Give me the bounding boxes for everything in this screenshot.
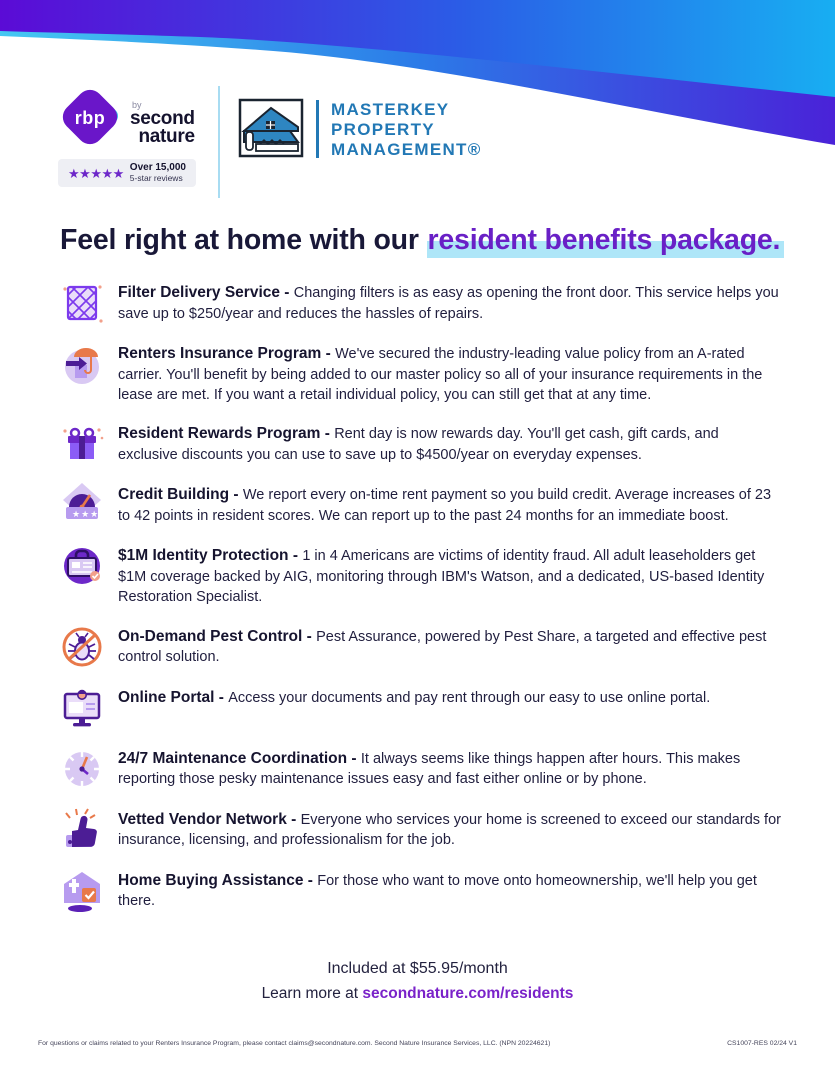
benefit-title: Home Buying Assistance -: [118, 871, 318, 889]
benefit-title: Credit Building -: [118, 486, 243, 504]
benefit-online-portal: [60, 686, 782, 730]
benefit-title: Resident Rewards Program -: [118, 425, 335, 443]
benefit-title: Filter Delivery Service -: [118, 284, 294, 301]
logo-row: [58, 86, 482, 198]
benefit-text: [118, 281, 782, 324]
benefit-title: 24/7 Maintenance Coordination -: [118, 749, 361, 767]
insurance-disclaimer: For questions or claims related to your Renters Insurance Program, please contact claims@secondnature.com. Second Nature Insurance Services, LLC. (NPN 20224621): [38, 1040, 551, 1047]
benefit-desc: Access your documents and pay rent through our easy to use online portal.: [228, 689, 711, 706]
benefit-vendor-network: [60, 808, 782, 852]
masterkey-house-logo: [238, 98, 304, 163]
benefits-list: [60, 281, 782, 930]
credit-gauge-icon: [60, 483, 104, 527]
benefit-text: [118, 747, 782, 790]
svg-text:★★★: ★★★: [72, 509, 100, 520]
benefit-credit-building: [60, 483, 782, 527]
rbp-logo-text: rbp: [74, 107, 106, 128]
benefit-text: [118, 686, 782, 709]
benefit-desc: We report every on-time rent payment so you build credit. Average increases of 23 to 42 points in resident scores. We can report up to the past 24 months for an immediate boost.: [118, 487, 772, 524]
footer: [0, 960, 835, 1003]
benefit-text: [118, 422, 782, 465]
gift-icon: [60, 422, 104, 466]
no-pests-icon: [60, 625, 104, 669]
benefit-text: [118, 625, 782, 668]
learn-more-prefix: Learn more at: [261, 985, 363, 1002]
benefit-desc: Pest Assurance, powered by Pest Share, a targeted and effective pest control solution.: [118, 628, 767, 666]
benefit-desc: Everyone who services your home is screened to exceed our standards for insurance, licensing, and professionalism for the job.: [118, 811, 781, 849]
price-line: Included at $55.95/month: [327, 960, 508, 977]
logo-text-divider: [316, 100, 319, 158]
benefit-title: $1M Identity Protection -: [118, 547, 303, 565]
benefit-desc: 1 in 4 Americans are victims of identity fraud. All adult leaseholders get $1M coverage backed by AIG, monitoring through IBM's Watson, and a dedicated, US-based Identity Restoration Specialist.: [118, 548, 765, 606]
clock-icon: [60, 747, 104, 791]
masterkey-line1: MASTERKEY: [331, 100, 450, 119]
benefit-text: [118, 808, 782, 851]
benefit-filter-delivery: [60, 281, 782, 325]
benefit-pest-control: [60, 625, 782, 669]
benefit-text: [118, 869, 782, 912]
benefit-desc: For those who want to move onto homeownership, we'll help you get there.: [118, 872, 757, 910]
benefit-home-buying: [60, 869, 782, 913]
benefit-title: Online Portal -: [118, 688, 229, 706]
benefit-identity-protection: [60, 544, 782, 607]
benefit-text: [118, 342, 782, 405]
reviews-badge: [58, 159, 196, 187]
benefit-maintenance: [60, 747, 782, 791]
residents-link[interactable]: secondnature.com/residents: [362, 985, 574, 1002]
thumbs-up-icon: [60, 808, 104, 852]
benefit-title: Vetted Vendor Network -: [118, 810, 301, 828]
masterkey-wordmark: [331, 100, 482, 160]
benefit-text: [118, 483, 782, 526]
second-nature-wordmark: [130, 90, 195, 146]
fine-print-row: [38, 1040, 797, 1047]
vertical-divider: [218, 86, 220, 198]
title-prefix: Feel right at home with our: [60, 224, 427, 256]
rbp-brand-block: [58, 86, 198, 187]
five-stars-icon: ★★★★★: [68, 165, 124, 181]
brand-word-nature: nature: [138, 126, 195, 147]
benefit-desc: It always seems like things happen after hours. This makes reporting those pesky maintenance issues easy and fast either online or by phone.: [118, 750, 741, 788]
benefit-title: Renters Insurance Program -: [118, 345, 336, 362]
benefit-desc: Rent day is now rewards day. You'll get cash, gift cards, and exclusive discounts you can use to save up to $4500/year on everyday expenses.: [118, 426, 719, 463]
benefit-desc: We've secured the industry-leading value policy from an A-rated carrier. You'll benefit by being added to our master policy so all of your insurance requirements in the lease are met. If you want a retail individual policy, you can still get that at any time.: [118, 346, 763, 403]
reviews-label: 5-star reviews: [129, 172, 183, 183]
learn-more-line: [0, 985, 835, 1003]
benefit-title: On-Demand Pest Control -: [118, 627, 317, 645]
benefit-renters-insurance: [60, 342, 782, 405]
by-label: by: [132, 99, 142, 110]
rbp-logo: [58, 86, 122, 150]
umbrella-icon: [60, 342, 104, 386]
monitor-icon: [60, 686, 104, 730]
filter-icon: [60, 281, 104, 325]
benefit-resident-rewards: [60, 422, 782, 466]
title-highlight: resident benefits package.: [427, 224, 785, 258]
id-lock-icon: [60, 544, 104, 588]
reviews-count: Over 15,000: [129, 162, 186, 174]
benefit-desc: Changing filters is as easy as opening the front door. This service helps you save up to $250/year and reduces the hassles of repairs.: [118, 285, 779, 322]
page-title: [60, 224, 800, 257]
document-code: CS1007-RES 02/24 V1: [727, 1040, 797, 1047]
masterkey-line2: PROPERTY: [331, 120, 435, 140]
house-check-icon: [60, 869, 104, 913]
benefit-text: [118, 544, 782, 607]
brand-word-second: second: [130, 107, 195, 129]
masterkey-line3: MANAGEMENT®: [331, 140, 482, 160]
